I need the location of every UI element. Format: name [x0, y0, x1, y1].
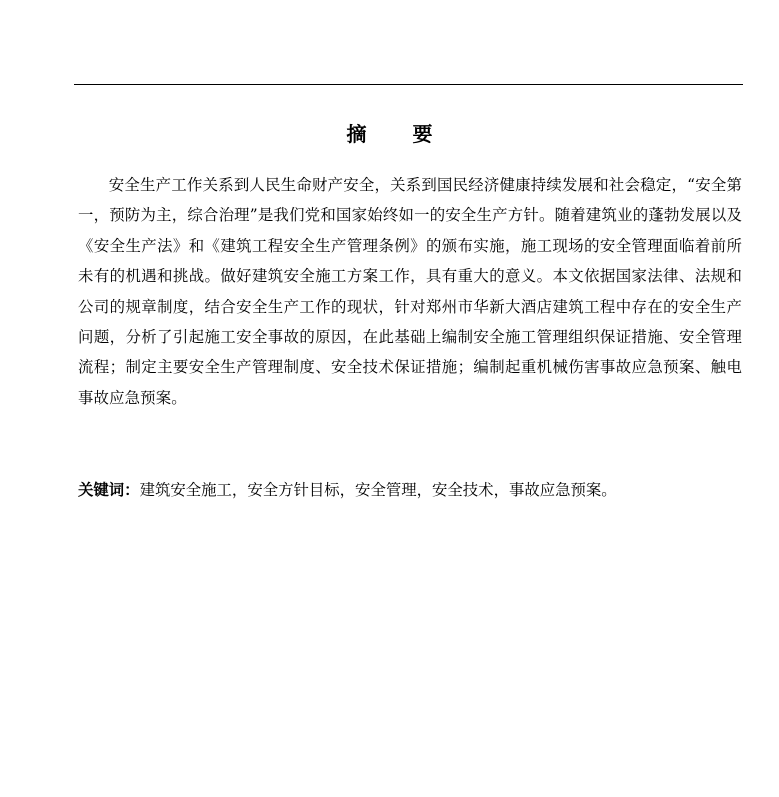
keywords-line	[78, 475, 742, 505]
abstract-body: 安全生产工作关系到人民生命财产安全，关系到国民经济健康持续发展和社会稳定，“安全第一，预防为主，综合治理”是我们党和国家始终如一的安全生产方针。随着建筑业的蓬勃发展以及《安全生产法》和《建筑工程安全生产管理条例》的颁布实施，施工现场的安全管理面临着前所未有的机遇和挑战。做好建筑安全施工方案工作，具有重大的意义。本文依据国家法律、法规和公司的规章制度，结合安全生产工作的现状，针对郑州市华新大酒店建筑工程中存在的安全生产问题，分析了引起施工安全事故的原因，在此基础上编制安全施工管理组织保证措施、安全管理流程；制定主要安全生产管理制度、安全技术保证措施；编制起重机械伤害事故应急预案、触电事故应急预案。	[78, 176, 742, 407]
header-rule	[74, 84, 743, 85]
keywords-text: 建筑安全施工，安全方针目标，安全管理，安全技术，事故应急预案。	[139, 481, 617, 499]
keywords-label: 关键词：	[78, 481, 140, 499]
abstract-title-part2: 要	[412, 122, 433, 146]
abstract-title-part1: 摘	[346, 122, 367, 146]
abstract-title	[0, 120, 779, 148]
